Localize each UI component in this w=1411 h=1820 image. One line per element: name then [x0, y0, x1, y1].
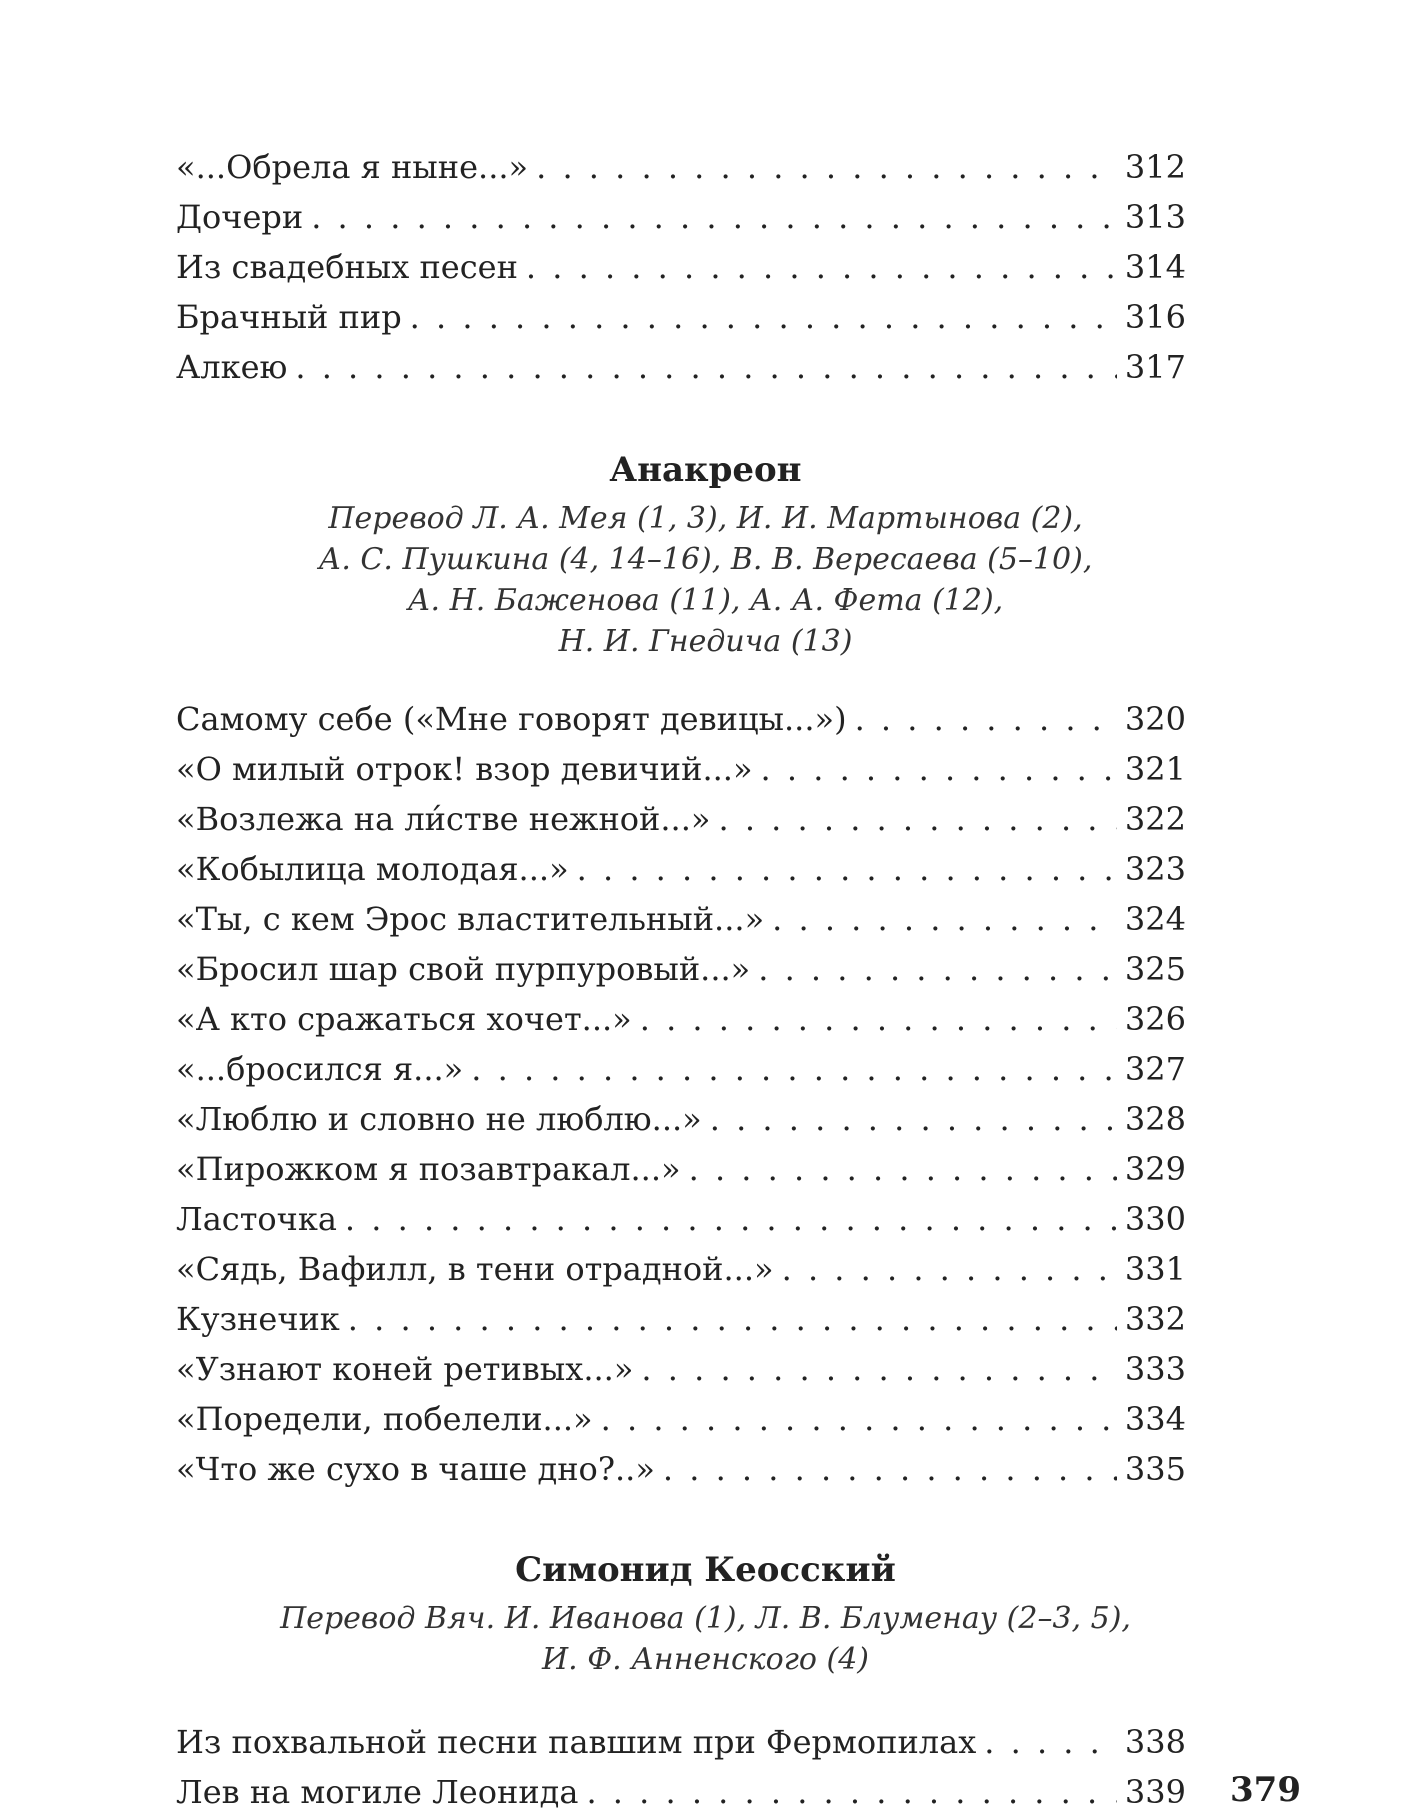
toc-entry[interactable]: «...Обрела я ныне...» . . . 312: [176, 142, 1186, 192]
toc-page-number: 320: [1124, 700, 1186, 738]
toc-page-number: 334: [1124, 1400, 1186, 1438]
toc-page-number: 323: [1124, 850, 1186, 888]
toc-page-number: 324: [1124, 900, 1186, 938]
toc-entry[interactable]: «Узнают коней ретивых...» . . . 333: [176, 1344, 1186, 1394]
toc-entry[interactable]: «О милый отрок! взор девичий...» . . . 321: [176, 744, 1186, 794]
toc-page-number: 317: [1124, 348, 1186, 386]
toc-page-number: 328: [1124, 1100, 1186, 1138]
toc-entry[interactable]: «Возлежа на ли́стве нежной...» . . . 322: [176, 794, 1186, 844]
toc-entry[interactable]: «Сядь, Вафилл, в тени отрадной...» . . . 331: [176, 1244, 1186, 1294]
translators-line: А. Н. Баженова (11), А. А. Фета (12),: [407, 583, 1004, 618]
toc-list-sappho: [176, 142, 1186, 392]
toc-list-anacreon: [176, 694, 1186, 1494]
toc-page-number: 329: [1124, 1150, 1186, 1188]
toc-page-number: 312: [1124, 148, 1186, 186]
toc-entry[interactable]: Лев на могиле Леонида . . . 339: [176, 1767, 1186, 1817]
toc-entry[interactable]: «Пирожком я позавтракал...» . . . 329: [176, 1144, 1186, 1194]
toc-page-number: 322: [1124, 800, 1186, 838]
toc-entry[interactable]: Алкею . . . 317: [176, 342, 1186, 392]
translators-line: Н. И. Гнедича (13): [558, 624, 853, 659]
toc-entry[interactable]: «Люблю и словно не люблю...» . . . 328: [176, 1094, 1186, 1144]
toc-page-number: 332: [1124, 1300, 1186, 1338]
translators-line: И. Ф. Анненского (4): [542, 1642, 869, 1677]
toc-entry[interactable]: «Бросил шар свой пурпуровый...» . . . 325: [176, 944, 1186, 994]
translators-line: А. С. Пушкина (4, 14–16), В. В. Вересаева (5–10),: [318, 542, 1093, 577]
toc-page-number: 339: [1124, 1773, 1186, 1811]
toc-entry[interactable]: «А кто сражаться хочет...» . . . 326: [176, 994, 1186, 1044]
toc-entry[interactable]: «...бросился я...» . . . 327: [176, 1044, 1186, 1094]
toc-entry[interactable]: «Ты, с кем Эрос властительный...» . . . 324: [176, 894, 1186, 944]
toc-page-number: 316: [1124, 298, 1186, 336]
toc-entry[interactable]: «Что же сухо в чаше дно?..» . . . 335: [176, 1444, 1186, 1494]
toc-page-number: 313: [1124, 198, 1186, 236]
page-number: 379: [1230, 1770, 1301, 1810]
toc-page-number: 333: [1124, 1350, 1186, 1388]
author-heading: Анакреон: [609, 450, 802, 490]
toc-entry[interactable]: «Поредели, побелели...» . . . 334: [176, 1394, 1186, 1444]
toc-entry[interactable]: Дочери . . . 313: [176, 192, 1186, 242]
toc-page-number: 335: [1124, 1450, 1186, 1488]
section-header-simonides: [0, 1548, 1411, 1680]
toc-page-number: 338: [1124, 1723, 1186, 1761]
toc-entry[interactable]: Самому себе («Мне говорят девицы...») . . . 320: [176, 694, 1186, 744]
translators-line: Перевод Вяч. И. Иванова (1), Л. В. Блуменау (2–3, 5),: [280, 1601, 1131, 1636]
toc-entry[interactable]: Брачный пир . . . 316: [176, 292, 1186, 342]
toc-page-number: 331: [1124, 1250, 1186, 1288]
author-heading: Симонид Кеосский: [515, 1550, 896, 1590]
toc-entry[interactable]: Из свадебных песен . . . 314: [176, 242, 1186, 292]
toc-entry[interactable]: Ласточка . . . 330: [176, 1194, 1186, 1244]
toc-entry[interactable]: Из похвальной песни павшим при Фермопилах . . . 338: [176, 1717, 1186, 1767]
toc-entry[interactable]: Кузнечик . . . 332: [176, 1294, 1186, 1344]
toc-list-simonides: [176, 1717, 1186, 1817]
toc-page-number: 326: [1124, 1000, 1186, 1038]
toc-page-number: 321: [1124, 750, 1186, 788]
toc-page-number: 314: [1124, 248, 1186, 286]
toc-page-number: 330: [1124, 1200, 1186, 1238]
toc-entry[interactable]: «Кобылица молодая...» . . . 323: [176, 844, 1186, 894]
toc-page-number: 327: [1124, 1050, 1186, 1088]
translators-line: Перевод Л. А. Мея (1, 3), И. И. Мартынова (2),: [328, 501, 1083, 536]
toc-page-number: 325: [1124, 950, 1186, 988]
section-header-anacreon: [0, 448, 1411, 662]
